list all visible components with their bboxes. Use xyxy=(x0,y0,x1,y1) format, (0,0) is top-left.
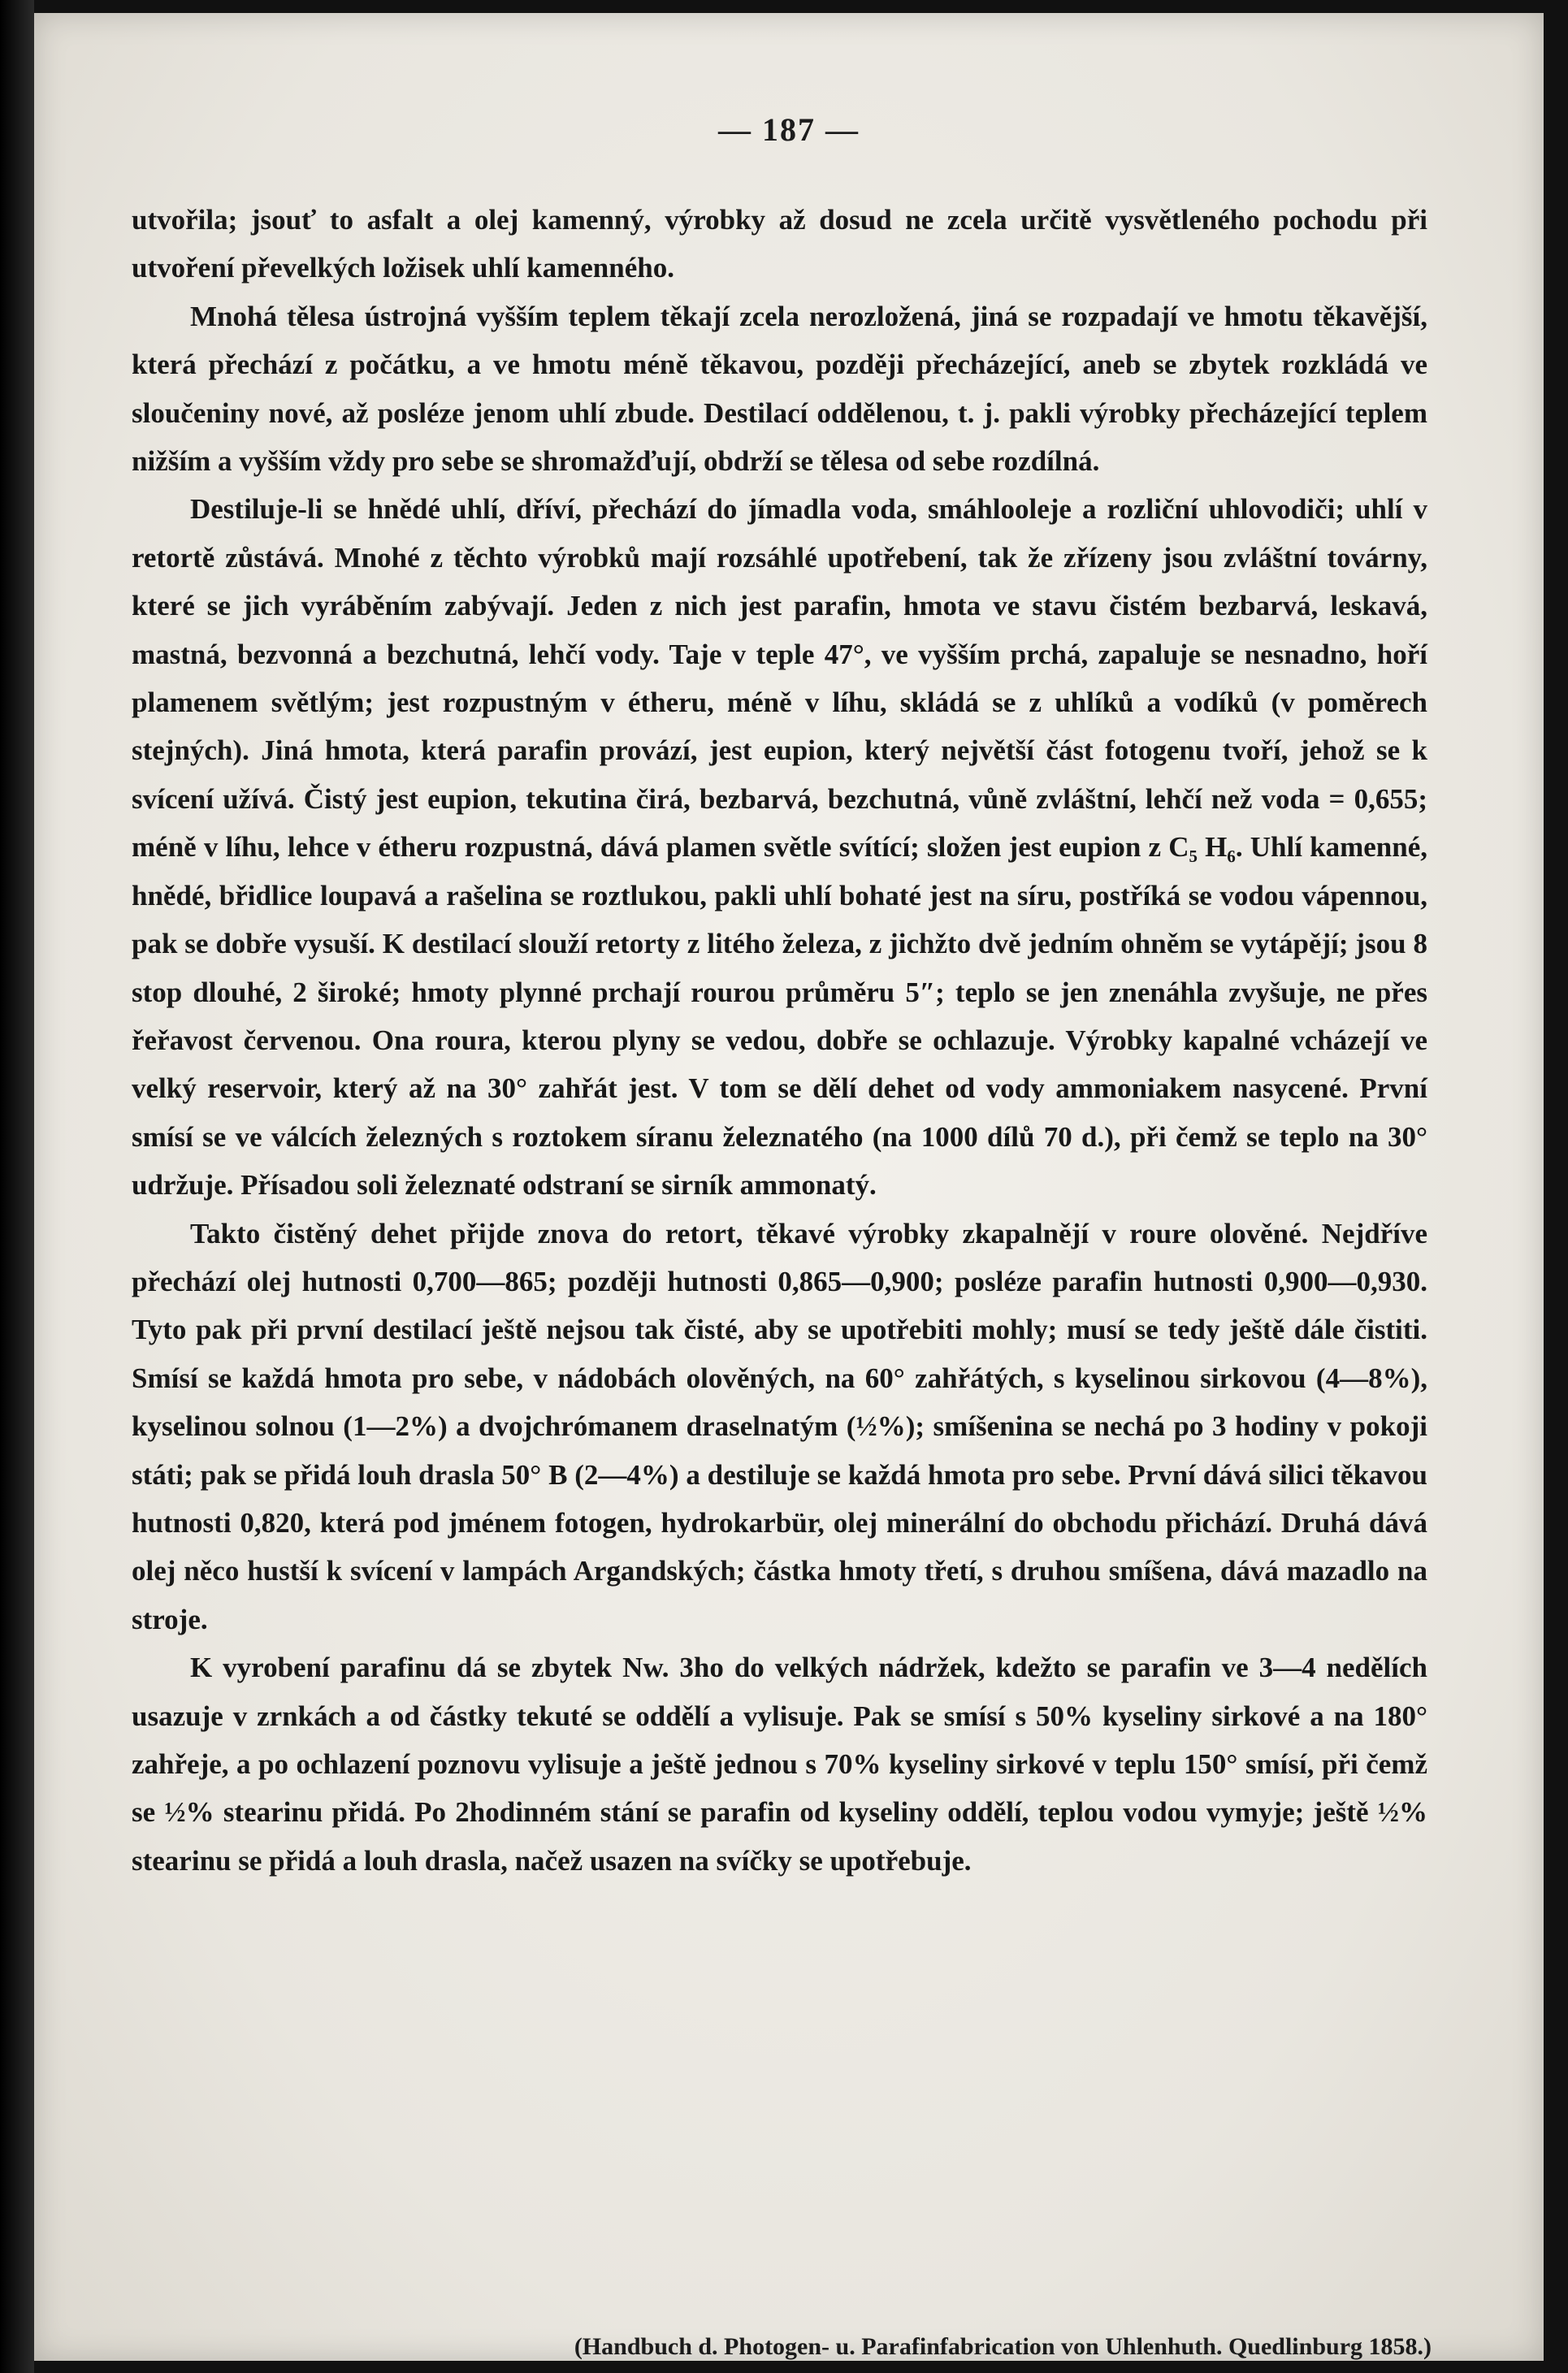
paragraph-continuation: utvořila; jsouť to asfalt a olej kamenný, výrobky až dosud ne zcela určitě vysvětleného pochodu při utvoření převelkých ložisek uhlí kamenného. xyxy=(132,204,1427,284)
paragraph: K vyrobení parafinu dá se zbytek Nw. 3ho do velkých nádržek, kdežto se parafin ve 3—4 nedělích usazuje v zrnkách a od částky tekuté se oddělí a vylisuje. Pak se smísí s 50% kyseliny sirkové a na 180° zahřeje, a po ochlazení poznovu vylisuje a ještě jednou s 70% kyseliny sirkové v teplu 150° smísí, při čemž se ½% stearinu přidá. Po 2hodinném stání se parafin od kyseliny oddělí, teplou vodou vymyje; ještě ½% stearinu se přidá a louh drasla, načež usazen na svíčky se upotřebuje. xyxy=(132,1652,1427,1877)
paragraph: Mnohá tělesa ústrojná vyšším teplem těkají zcela nerozložená, jiná se rozpadají ve hmotu těkavější, která přechází z počátku, a ve hmotu méně těkavou, později přecházející, aneb se zbytek rozkládá ve sloučeniny nové, až posléze jenom uhlí zbude. Destilací oddělenou, t. j. pakli výrobky přecházející teplem nižším a vyšším vždy pro sebe se shromažďují, obdrží se tělesa od sebe rozdílná. xyxy=(132,300,1427,478)
page-sheet xyxy=(34,13,1544,2361)
paragraph: Takto čistěný dehet přijde znova do retort, těkavé výrobky zkapalnějí v roure olověné. Nejdříve přechází olej hutnosti 0,700—865; později hutnosti 0,865—0,900; posléze parafin hutnosti 0,900—0,930. Tyto pak při první destilací ještě nejsou tak čisté, aby se upotřebiti mohly; musí se tedy ještě dále čistiti. Smísí se každá hmota pro sebe, v nádobách olověných, na 60° zahřátých, s kyselinou sirkovou (4—8%), kyselinou solnou (1—2%) a dvojchrómanem draselnatým (½%); smíšenina se nechá po 3 hodiny v pokoji státi; pak se přidá louh drasla 50° B (2—4%) a destiluje se každá hmota pro sebe. První dává silici těkavou hutnosti 0,820, která pod jménem fotogen, hydrokarbür, olej minerální do obchodu přichází. Druhá dává olej něco hustší k svícení v lampách Argandských; částka hmoty třetí, s druhou smíšena, dává mazadlo na stroje. xyxy=(132,1217,1427,1635)
paragraph: Destiluje-li se hnědé uhlí, dříví, přechází do jímadla voda, smáhlooleje a rozliční uhlovodiči; uhlí v retortě zůstává. Mnohé z těchto výrobků mají rozsáhlé upotřebení, tak že zřízeny jsou zvláštní továrny, které se jich vyráběním zabývají. Jeden z nich jest parafin, hmota ve stavu čistém bezbarvá, leskavá, mastná, bezvonná a bezchutná, lehčí vody. Taje v teple 47°, ve vyšším prchá, zapaluje se nesnadno, hoří plamenem světlým; jest rozpustným v étheru, méně v líhu, skládá se z uhlíků a vodíků (v poměrech stejných). Jiná hmota, která parafin provází, jest eupion, který největší část fotogenu tvoří, jehož se k svícení užívá. Čistý jest eupion, tekutina čirá, bezbarvá, bezchutná, vůně zvláštní, lehčí než voda = 0,655; méně v líhu, lehce v étheru rozpustná, dává plamen světle svítící; složen jest eupion z C₅ H₆. Uhlí kamenné, hnědé, břidlice loupavá a rašelina se roztlukou, pakli uhlí bohaté jest na síru, postříká se vodou vápennou, pak se dobře vysuší. K destilací slouží retorty z litého železa, z jichžto dvě jedním ohněm se vytápějí; jsou 8 stop dlouhé, 2 široké; hmoty plynné prchají rourou průměru 5″; teplo se jen znenáhla zvyšuje, ne přes řeřavost červenou. Ona roura, kterou plyny se vedou, dobře se ochlazuje. Výrobky kapalné vcházejí ve velký reservoir, který až na 30° zahřát jest. V tom se dělí dehet od vody ammoniakem nasycené. První smísí se ve válcích železných s roztokem síranu železnatého (na 1000 dílů 70 d.), při čemž se teplo na 30° udržuje. Přísadou soli železnaté odstraní se sirník ammonatý. xyxy=(132,493,1427,1202)
body-text xyxy=(132,196,1427,1885)
page-number: — 187 — xyxy=(718,111,860,148)
source-citation: (Handbuch d. Photogen- u. Parafinfabrication von Uhlenhuth. Quedlinburg 1858.) xyxy=(574,2333,1432,2360)
book-spine-shadow xyxy=(0,0,34,2373)
